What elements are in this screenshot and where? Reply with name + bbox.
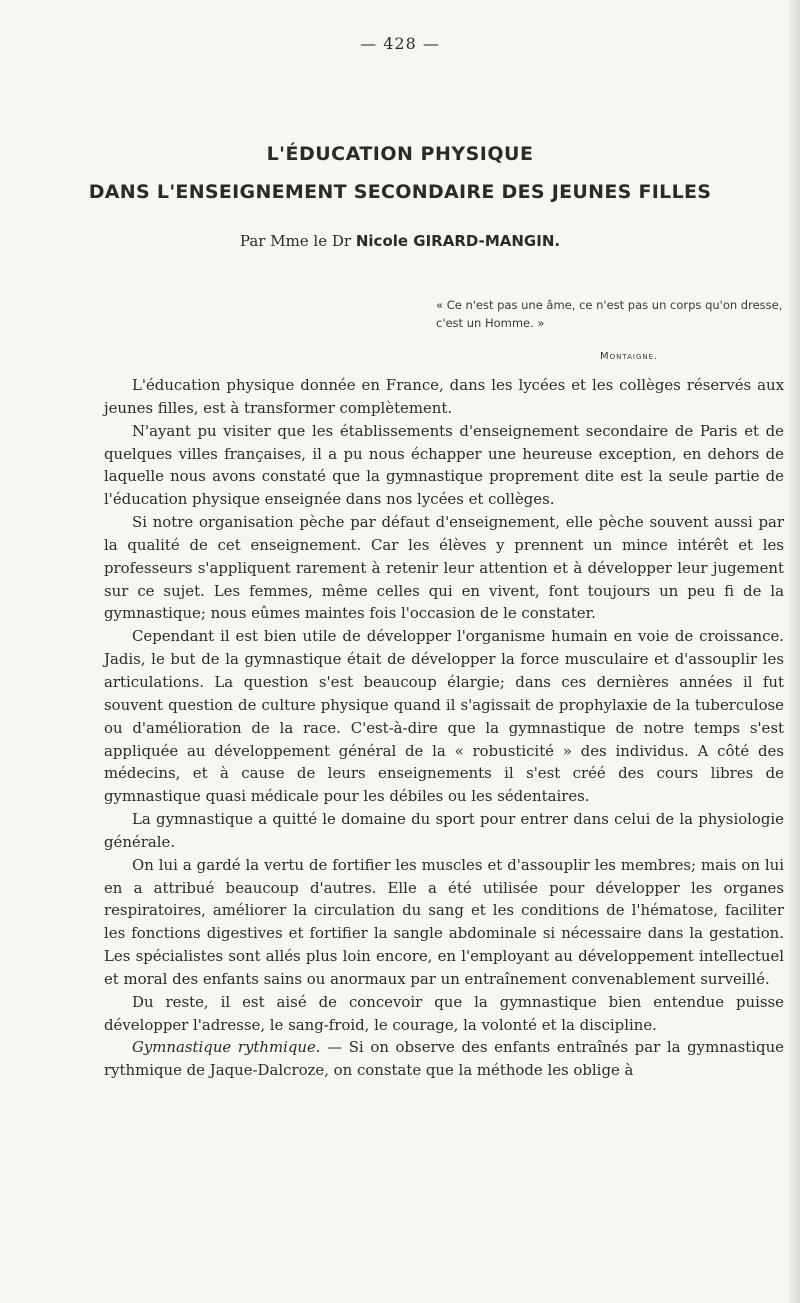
author-prefix: Par Mme le Dr (239, 232, 352, 250)
paragraph: Si notre organisation pèche par défaut d'enseignement, elle pèche souvent aussi par la qualité de cet enseignement. Car les élèves y prennent un mince intérêt et les professeurs s'appliquent rarement à retenir leur attention et à développer leur jugement sur ce sujet. Les femmes, même celles qui en vivent, font toujours un peu fi de la gymnastique; nous eûmes maintes fois l'occasion de le constater. (104, 513, 784, 623)
epigraph (436, 296, 786, 362)
author-name: Nicole GIRARD-MANGIN. (355, 232, 561, 250)
article-body (104, 374, 784, 1082)
epigraph-attribution: Montaigne. (600, 351, 659, 362)
paragraph: Cependant il est bien utile de développer l'organisme humain en voie de croissance. Jadis, le but de la gymnastique était de développer la force musculaire et d'assouplir les articulations. La question s'est beaucoup élargie; dans ces dernières années il fut souvent question de culture physique quand il s'agissait de prophylaxie de la tuberculose ou d'amélioration de la race. C'est-à-dire que la gymnastique de notre temps s'est appliquée au développement général de la « robusticité » des individus. A côté des médecins, et à cause de leurs enseignements il s'est créé des cours libres de gymnastique quasi médicale pour les débiles ou les sédentaires. (104, 627, 784, 806)
paragraph: On lui a gardé la vertu de fortifier les muscles et d'assouplir les membres; mais on lui en a attribué beaucoup d'autres. Elle a été utilisée pour développer les organes respiratoires, améliorer la circulation du sang et les conditions de l'hématose, faciliter les fonctions digestives et fortifier la sangle abdominale si nécessaire dans la gestation. Les spécialistes sont allés plus loin encore, en l'employant au développement intellectuel et moral des enfants sains ou anormaux par un entraînement convenablement surveillé. (104, 855, 784, 988)
section-title: Gymnastique rythmique. (132, 1038, 321, 1057)
paragraph: L'éducation physique donnée en France, dans les lycées et les collèges réservés aux jeunes filles, est à transformer complètement. (104, 376, 784, 417)
page-number: — 428 — (360, 34, 440, 53)
epigraph-quote: « Ce n'est pas une âme, ce n'est pas un corps qu'on dresse, c'est un Homme. » (436, 298, 783, 330)
article-title: L'ÉDUCATION PHYSIQUE (266, 143, 534, 165)
paragraph: N'ayant pu visiter que les établissements d'enseignement secondaire de Paris et de quelques villes françaises, il a pu nous échapper une heureuse exception, en dehors de laquelle nous avons constaté que la gymnastique proprement dite est la seule partie de l'éducation physique enseignée dans nos lycées et collèges. (104, 421, 784, 509)
author-line (0, 232, 800, 250)
paragraph: Du reste, il est aisé de concevoir que la gymnastique bien entendue puisse développer l'adresse, le sang-froid, le courage, la volonté et la discipline. (104, 992, 784, 1034)
paragraph: La gymnastique a quitté le domaine du sport pour entrer dans celui de la physiologie générale. (104, 810, 784, 851)
article-subtitle: DANS L'ENSEIGNEMENT SECONDAIRE DES JEUNES FILLES (88, 181, 712, 203)
paragraph-last (104, 1036, 784, 1082)
section-text: — Si on observe des enfants entraînés par la gymnastique rythmique de Jaque-Dalcroze, on constate que la méthode les oblige à (104, 1038, 784, 1080)
